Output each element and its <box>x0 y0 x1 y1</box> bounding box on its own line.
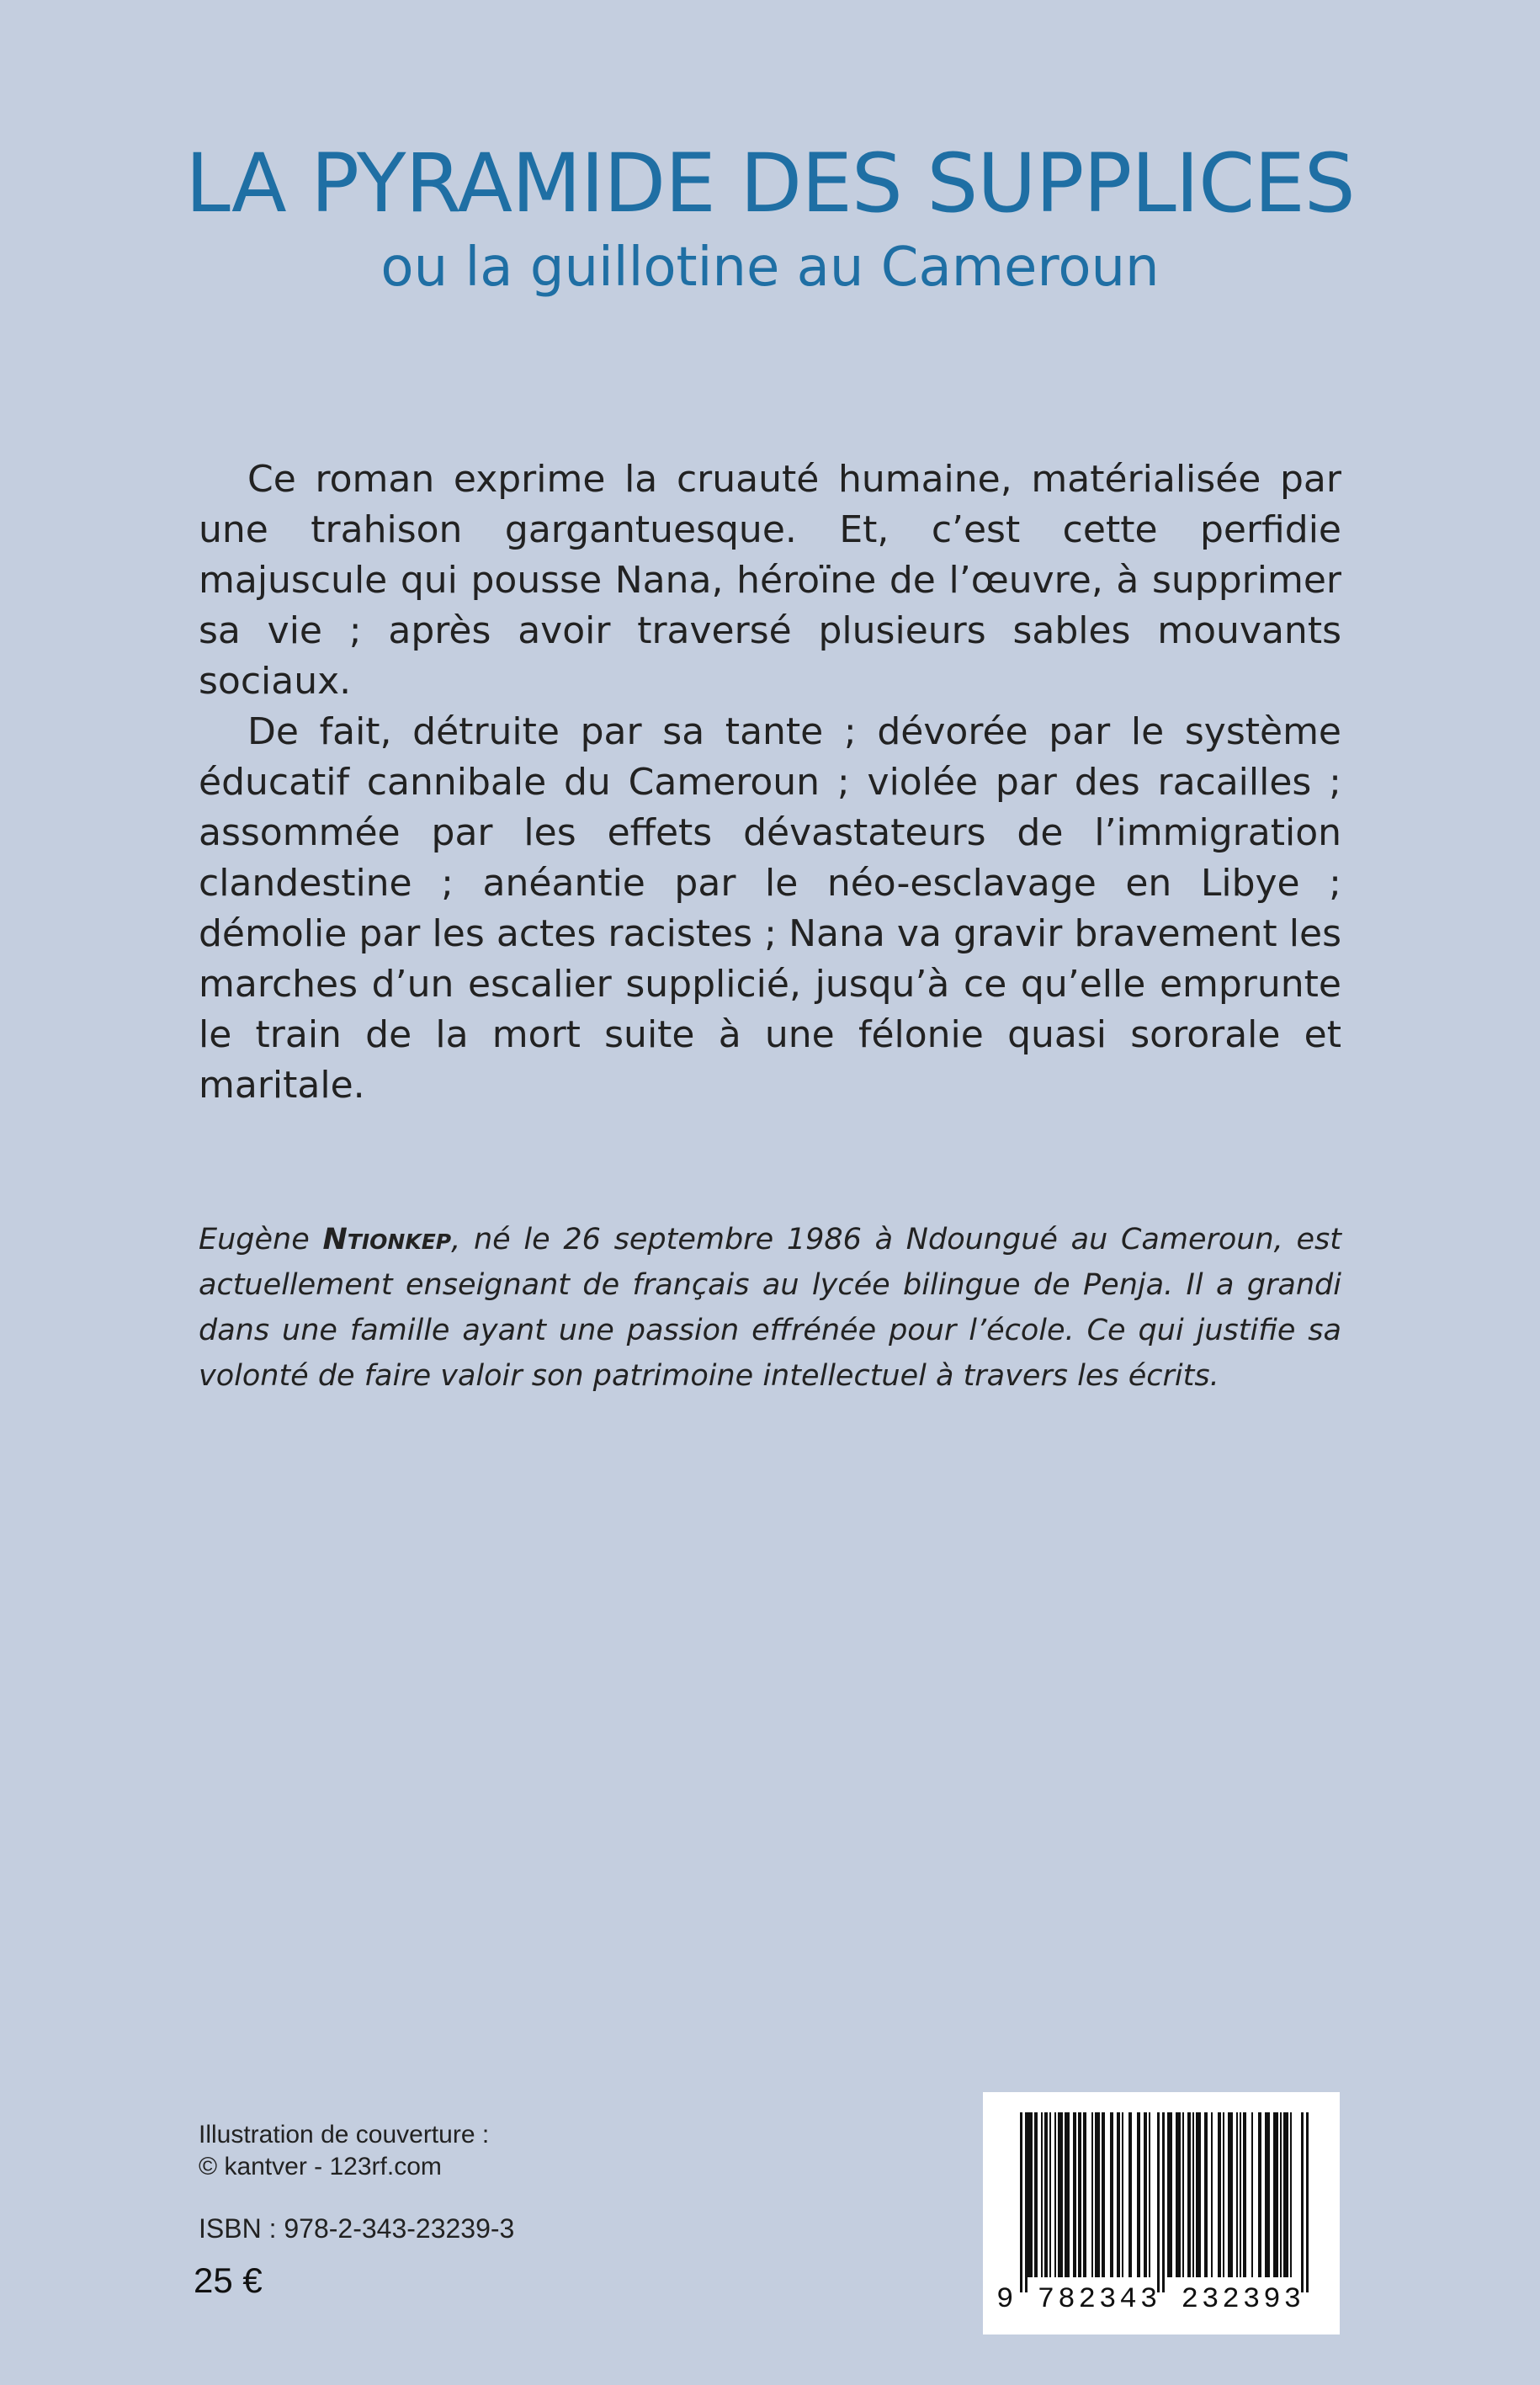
title-block <box>0 136 1540 299</box>
barcode-bar <box>1167 2112 1172 2277</box>
barcode-bar <box>1054 2112 1056 2277</box>
barcode-bar <box>1058 2112 1063 2277</box>
barcode-bar <box>1306 2112 1309 2292</box>
barcode-bar <box>1162 2112 1165 2292</box>
barcode-bar <box>1196 2112 1201 2277</box>
barcode-bar <box>1280 2112 1282 2277</box>
barcode-bar <box>1228 2112 1233 2277</box>
barcode-bar <box>1192 2112 1194 2277</box>
summary-paragraph-2: De fait, détruite par sa tante ; dévorée par le système éducatif cannibale du Cameroun ; violée par des racailles ; assommée par les effets dévastateurs de l’immigration clandestine ; anéantie par le néo-esclavage en Libye ; démolie par les actes racistes ; Nana va gravir bravement les marches d’un escalier supplicié, jusqu’à ce qu’elle emprunte le train de la mort suite à une félonie quasi sororale et maritale. <box>199 710 1341 1107</box>
author-bio <box>199 1217 1341 1399</box>
barcode-bar <box>1073 2112 1076 2277</box>
author-last-name: Ntionkep <box>322 1223 452 1256</box>
summary-paragraph-1: Ce roman exprime la cruauté humaine, matérialisée par une trahison gargantuesque. Et, c’est cette perfidie majuscule qui pousse Nana, héroïne de l’œuvre, à supprimer sa vie ; après avoir traversé plusieurs sables mouvants sociaux. <box>199 458 1341 703</box>
barcode-bar <box>1265 2112 1270 2277</box>
barcode-bar <box>1187 2112 1191 2277</box>
barcode-bar <box>1034 2112 1038 2277</box>
barcode-bar <box>1122 2112 1123 2277</box>
barcode-bar <box>1095 2112 1100 2277</box>
barcode-bar <box>1243 2112 1246 2277</box>
barcode-bar <box>1223 2112 1224 2277</box>
barcode-bar <box>1273 2112 1278 2277</box>
barcode-bar <box>1110 2112 1113 2277</box>
barcode-bar <box>1117 2112 1120 2277</box>
barcode-bar <box>1176 2112 1181 2277</box>
barcode <box>983 2092 1340 2335</box>
barcode-bar <box>1218 2112 1221 2277</box>
price: 25 € <box>194 2260 263 2300</box>
barcode-bar <box>1236 2112 1238 2277</box>
barcode-bar <box>1044 2112 1048 2277</box>
barcode-bar <box>1020 2112 1022 2292</box>
barcode-bar <box>1128 2112 1132 2277</box>
barcode-bar <box>1283 2112 1288 2277</box>
barcode-bar <box>1149 2112 1150 2277</box>
book-subtitle: ou la guillotine au Cameroun <box>380 236 1160 299</box>
cover-credits <box>199 2119 489 2183</box>
barcode-bar <box>1025 2112 1028 2292</box>
author-bio-text: , né le 26 septembre 1986 à Ndoungué au Cameroun, est actuellement enseignant de français au lycée bilingue de Penja. Il a grandi dans une famille ayant une passion effrénée pour l’école. Ce qui justifie sa volonté de faire valoir son patrimoine intellectuel à travers les écrits. <box>199 1223 1341 1393</box>
author-first-name: Eugène <box>199 1223 323 1256</box>
barcode-bar <box>1137 2112 1140 2277</box>
barcode-bar <box>1041 2112 1043 2277</box>
credits-line-2: © kantver - 123rf.com <box>199 2153 442 2180</box>
barcode-bar <box>1083 2112 1086 2277</box>
barcode-bar <box>1301 2112 1304 2292</box>
book-title: LA PYRAMIDE DES SUPPLICES <box>185 136 1355 231</box>
barcode-bar <box>1065 2112 1070 2277</box>
barcode-bar <box>1028 2112 1033 2277</box>
barcode-bar <box>1258 2112 1261 2277</box>
barcode-bar <box>1144 2112 1147 2277</box>
barcode-bar <box>1049 2112 1051 2277</box>
barcode-bar <box>1290 2112 1292 2277</box>
barcode-bar <box>1091 2112 1093 2277</box>
credits-line-1: Illustration de couverture : <box>199 2121 490 2149</box>
barcode-bar <box>1078 2112 1081 2277</box>
barcode-bar <box>1211 2112 1213 2277</box>
barcode-bar <box>1182 2112 1184 2277</box>
barcode-bar <box>1102 2112 1105 2277</box>
barcode-bar <box>1251 2112 1253 2277</box>
barcode-bar <box>1157 2112 1160 2292</box>
isbn: ISBN : 978-2-343-23239-3 <box>199 2213 515 2244</box>
barcode-bar <box>1204 2112 1208 2277</box>
barcode-bar <box>1240 2112 1241 2277</box>
barcode-digits: 9 782343 232393 <box>996 2284 1305 2316</box>
